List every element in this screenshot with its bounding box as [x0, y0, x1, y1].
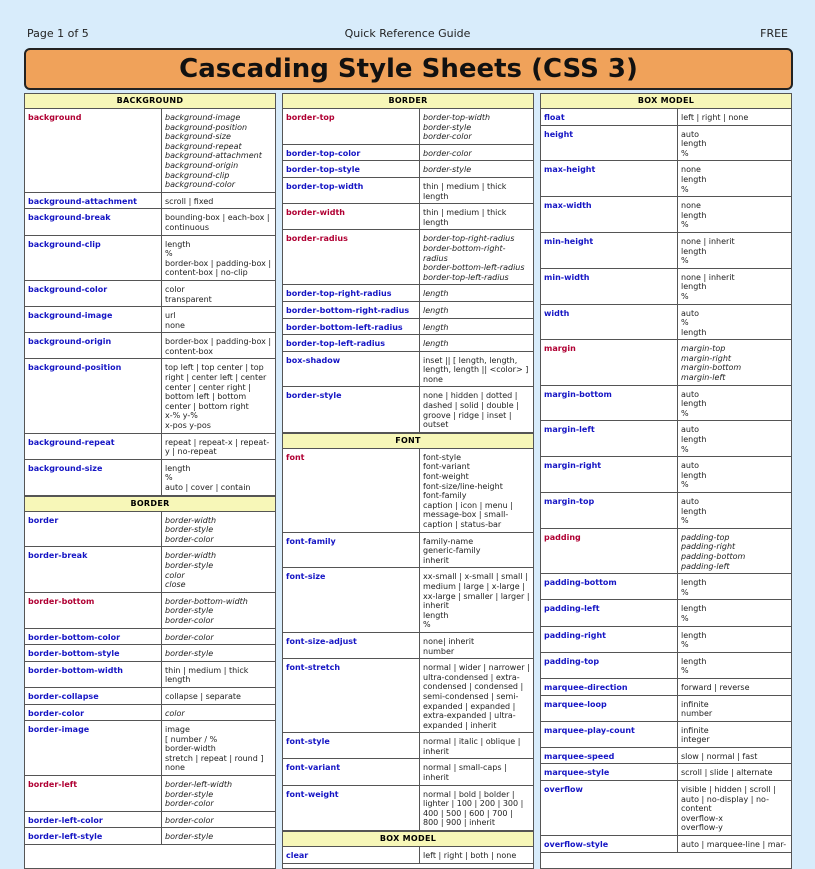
property-name: overflow — [544, 785, 583, 795]
property-name: border-top-color — [286, 148, 361, 158]
property-name: border-bottom — [28, 596, 95, 606]
property-values: border-bottom-width border-style border-color — [161, 593, 275, 628]
property-name: background-position — [28, 363, 122, 373]
property-row — [541, 386, 791, 422]
property-row — [283, 204, 533, 230]
property-name: font-family — [286, 536, 336, 546]
property-values: top left | top center | top right | center left | center center | center right | bottom left | bottom center | bottom right x-% y-% x-pos y-pos — [161, 359, 275, 432]
property-name: background-image — [28, 311, 113, 321]
property-name: font-variant — [286, 763, 341, 773]
property-values: border-width border-style border-color — [161, 512, 275, 547]
property-row — [283, 786, 533, 831]
page-title: Cascading Style Sheets (CSS 3) — [24, 48, 793, 90]
property-name: background-size — [28, 463, 103, 473]
section-header: BORDER — [25, 496, 275, 512]
property-name: border — [28, 515, 59, 525]
property-values: border-box | padding-box | content-box — [161, 333, 275, 358]
property-row — [283, 335, 533, 352]
property-row — [283, 449, 533, 533]
column-2 — [282, 93, 534, 869]
property-name: max-height — [544, 165, 596, 175]
property-name: font — [286, 452, 305, 462]
property-values: length % — [677, 600, 791, 625]
property-row — [541, 109, 791, 126]
property-row — [25, 828, 275, 845]
property-row — [541, 574, 791, 600]
property-values: forward | reverse — [677, 679, 791, 695]
property-name: background-origin — [28, 337, 112, 347]
property-row — [25, 812, 275, 829]
property-name: font-style — [286, 737, 330, 747]
section-header: BACKGROUND — [25, 94, 275, 109]
property-name: border-top — [286, 113, 335, 122]
property-row — [25, 307, 275, 333]
property-values: bounding-box | each-box | continuous — [161, 209, 275, 234]
property-values: left | right | both | none — [419, 847, 533, 863]
property-row — [541, 781, 791, 836]
property-row — [541, 493, 791, 529]
property-name: box-shadow — [286, 355, 341, 365]
property-values: thin | medium | thick length — [161, 662, 275, 687]
property-row — [283, 230, 533, 285]
property-name: border-left-style — [28, 832, 103, 842]
property-name: marquee-speed — [544, 751, 615, 761]
property-row — [25, 359, 275, 433]
property-name: border-bottom-width — [28, 665, 123, 675]
property-values: length % border-box | padding-box | content-box | no-clip — [161, 236, 275, 280]
property-row — [25, 434, 275, 460]
section-header: BOX MODEL — [541, 94, 791, 109]
property-row — [541, 653, 791, 679]
property-values: background-image background-position background-size background-repeat background-attachment background-origin background-clip background-color — [161, 109, 275, 192]
property-values: length — [419, 302, 533, 318]
property-row — [25, 193, 275, 210]
property-name: font-size — [286, 572, 326, 582]
property-row — [541, 197, 791, 233]
property-name: border-left-color — [28, 815, 103, 825]
property-row — [283, 178, 533, 204]
property-name: float — [544, 113, 565, 122]
property-name: margin — [544, 344, 576, 354]
property-values: xx-small | x-small | small | medium | large | x-large | xx-large | smaller | larger | inherit length % — [419, 568, 533, 632]
property-row — [283, 352, 533, 388]
property-name: font-stretch — [286, 663, 341, 673]
property-row — [25, 460, 275, 496]
property-name: padding-top — [544, 656, 600, 666]
property-row — [283, 847, 533, 864]
property-name: width — [544, 308, 570, 318]
property-values: infinite integer — [677, 722, 791, 747]
property-row — [541, 722, 791, 748]
property-values: padding-top padding-right padding-bottom padding-left — [677, 529, 791, 573]
property-name: min-height — [544, 236, 594, 246]
property-row — [25, 705, 275, 722]
property-name: border-top-style — [286, 165, 360, 175]
property-name: border-bottom-color — [28, 632, 121, 642]
property-row — [541, 679, 791, 696]
property-values: color — [161, 705, 275, 721]
property-row — [541, 600, 791, 626]
property-row — [283, 733, 533, 759]
property-values: scroll | fixed — [161, 193, 275, 209]
property-values: border-left-width border-style border-color — [161, 776, 275, 811]
property-values: border-color — [161, 629, 275, 645]
property-name: marquee-loop — [544, 699, 607, 709]
property-row — [541, 340, 791, 385]
property-name: border-bottom-style — [28, 649, 120, 659]
property-values: normal | small-caps | inherit — [419, 759, 533, 784]
property-values: scroll | slide | alternate — [677, 764, 791, 780]
property-values: border-width border-style color close — [161, 547, 275, 591]
property-values: auto length % — [677, 457, 791, 492]
property-name: margin-right — [544, 461, 602, 471]
property-values: auto | marquee-line | mar- — [677, 836, 791, 852]
property-values: normal | wider | narrower | ultra-condensed | extra-condensed | condensed | semi-condensed | semi-expanded | expanded | extra-expanded | ultra-expanded | inherit — [419, 659, 533, 732]
property-name: padding-left — [544, 604, 600, 614]
property-row — [541, 764, 791, 781]
property-row — [541, 161, 791, 197]
property-name: padding — [544, 532, 581, 542]
property-name: background-break — [28, 213, 111, 223]
property-name: background-clip — [28, 239, 101, 249]
property-row — [541, 457, 791, 493]
property-row — [25, 547, 275, 592]
property-row — [25, 688, 275, 705]
property-name: height — [544, 129, 574, 139]
property-values: image [ number / % border-width stretch | repeat | round ] none — [161, 721, 275, 775]
property-values: collapse | separate — [161, 688, 275, 704]
property-values: inset || [ length, length, length, length || <color> ] none — [419, 352, 533, 387]
property-name: font-weight — [286, 789, 339, 799]
property-row — [283, 533, 533, 569]
property-values: normal | italic | oblique | inherit — [419, 733, 533, 758]
property-name: margin-left — [544, 425, 595, 435]
property-values: font-style font-variant font-weight font-size/line-height font-family caption | icon | menu | message-box | small-caption | status-bar — [419, 449, 533, 532]
property-values: none length % — [677, 161, 791, 196]
property-name: border-bottom-right-radius — [286, 305, 410, 315]
property-values: url none — [161, 307, 275, 332]
property-row — [541, 836, 791, 853]
property-row — [25, 109, 275, 193]
property-values: auto length % — [677, 386, 791, 421]
property-name: border-break — [28, 551, 88, 561]
property-name: border-top-width — [286, 181, 364, 191]
property-row — [25, 593, 275, 629]
property-values: auto % length — [677, 305, 791, 340]
property-name: marquee-style — [544, 768, 610, 778]
property-values: visible | hidden | scroll | auto | no-display | no-content overflow-x overflow-y — [677, 781, 791, 835]
property-row — [541, 269, 791, 305]
property-values: length % — [677, 627, 791, 652]
property-row — [283, 387, 533, 432]
property-name: border-radius — [286, 234, 348, 244]
property-values: border-style — [161, 645, 275, 661]
property-row — [283, 109, 533, 145]
property-values: none | hidden | dotted | dashed | solid | double | groove | ridge | inset | outset — [419, 387, 533, 431]
property-values: color transparent — [161, 281, 275, 306]
property-row — [283, 302, 533, 319]
property-values: none| inherit number — [419, 633, 533, 658]
property-row — [25, 281, 275, 307]
property-values: normal | bold | bolder | lighter | 100 | 200 | 300 | 400 | 500 | 600 | 700 | 800 | 900 | inherit — [419, 786, 533, 830]
property-name: margin-top — [544, 497, 595, 506]
property-values: border-top-right-radius border-bottom-right-radius border-bottom-left-radius border-top-left-radius — [419, 230, 533, 284]
property-name: background-color — [28, 284, 108, 294]
property-row — [541, 696, 791, 722]
property-values: border-style — [161, 828, 275, 844]
column-1 — [24, 93, 276, 869]
property-name: border-color — [28, 708, 85, 718]
property-name: border-style — [286, 391, 342, 401]
property-row — [541, 233, 791, 269]
property-row — [283, 759, 533, 785]
property-row — [25, 776, 275, 812]
property-values: repeat | repeat-x | repeat-y | no-repeat — [161, 434, 275, 459]
property-row — [283, 145, 533, 162]
property-name: border-collapse — [28, 691, 99, 701]
page-number: Page 1 of 5 — [27, 27, 89, 40]
property-values: auto length % — [677, 493, 791, 528]
property-values: length — [419, 335, 533, 351]
section-header: BORDER — [283, 94, 533, 109]
property-row — [25, 236, 275, 281]
property-name: background — [28, 113, 82, 122]
property-row — [25, 333, 275, 359]
property-name: background-attachment — [28, 196, 137, 206]
property-values: margin-top margin-right margin-bottom margin-left — [677, 340, 791, 384]
free-label: FREE — [760, 27, 788, 40]
property-row — [283, 633, 533, 659]
property-values: none length % — [677, 197, 791, 232]
property-row — [541, 627, 791, 653]
property-values: none | inherit length % — [677, 233, 791, 268]
property-values: thin | medium | thick length — [419, 178, 533, 203]
property-row — [25, 512, 275, 548]
property-row — [541, 126, 791, 162]
property-values: length — [419, 285, 533, 301]
guide-label: Quick Reference Guide — [344, 27, 471, 40]
property-row — [283, 285, 533, 302]
property-name: background-repeat — [28, 437, 115, 447]
property-row — [25, 662, 275, 688]
property-name: margin-bottom — [544, 389, 612, 399]
property-name: border-bottom-left-radius — [286, 322, 403, 332]
property-values: border-top-width border-style border-color — [419, 109, 533, 144]
property-row — [283, 161, 533, 178]
property-row — [541, 421, 791, 457]
property-name: overflow-style — [544, 840, 609, 850]
property-name: font-size-adjust — [286, 636, 357, 646]
property-values: slow | normal | fast — [677, 748, 791, 764]
property-name: border-left — [28, 780, 78, 790]
property-name: marquee-play-count — [544, 725, 635, 735]
section-header: BOX MODEL — [283, 831, 533, 847]
property-name: min-width — [544, 272, 590, 282]
property-values: border-color — [419, 145, 533, 161]
property-row — [283, 659, 533, 733]
property-values: auto length % — [677, 126, 791, 161]
property-name: clear — [286, 851, 309, 861]
property-name: border-top-right-radius — [286, 289, 392, 299]
property-row — [25, 645, 275, 662]
property-name: border-top-left-radius — [286, 339, 386, 349]
property-name: border-image — [28, 725, 90, 735]
property-values: border-color — [161, 812, 275, 828]
column-3 — [540, 93, 792, 869]
property-row — [25, 721, 275, 776]
section-header: FONT — [283, 433, 533, 449]
page-topline — [0, 27, 815, 41]
property-row — [25, 629, 275, 646]
property-values: length — [419, 319, 533, 335]
property-values: infinite number — [677, 696, 791, 721]
property-values: auto length % — [677, 421, 791, 456]
property-row — [25, 209, 275, 235]
property-name: padding-right — [544, 630, 606, 640]
property-row — [541, 305, 791, 341]
property-row — [283, 319, 533, 336]
property-values: length % — [677, 653, 791, 678]
property-row — [283, 568, 533, 633]
property-values: family-name generic-family inherit — [419, 533, 533, 568]
property-row — [541, 529, 791, 574]
property-row — [541, 748, 791, 765]
property-values: thin | medium | thick length — [419, 204, 533, 229]
property-values: border-style — [419, 161, 533, 177]
property-values: none | inherit length % — [677, 269, 791, 304]
property-name: padding-bottom — [544, 578, 617, 588]
property-name: border-width — [286, 208, 345, 218]
property-name: marquee-direction — [544, 682, 628, 692]
property-values: length % — [677, 574, 791, 599]
property-values: left | right | none — [677, 109, 791, 125]
property-name: max-width — [544, 201, 592, 211]
property-values: length % auto | cover | contain — [161, 460, 275, 495]
